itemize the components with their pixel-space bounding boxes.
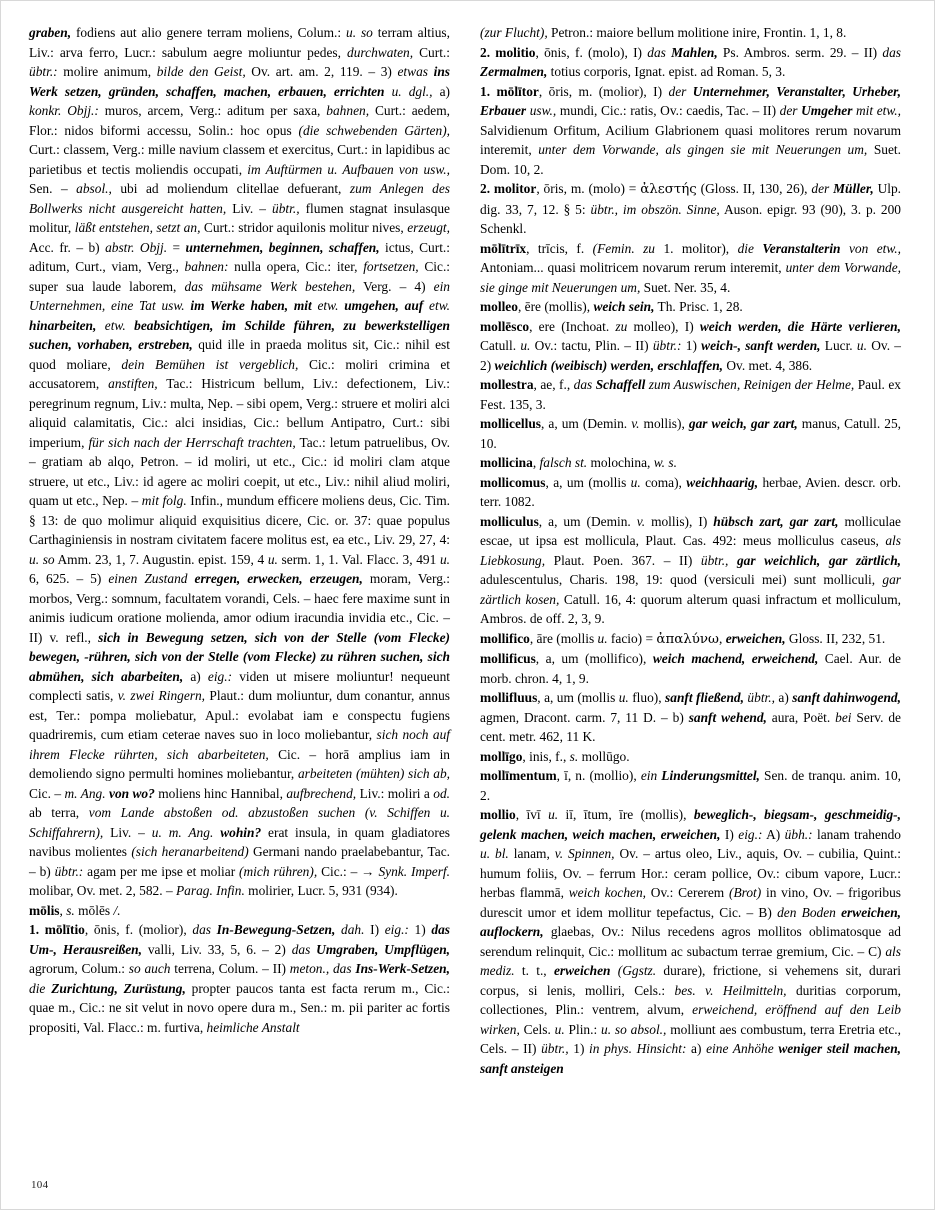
dictionary-entry: mollicellus, a, um (Demin. v. mollis), gar weich, gar zart, manus, Catull. 25, 10. (480, 416, 901, 451)
dictionary-entry: 2. molitio, ōnis, f. (molo), I) das Mahlen, Ps. Ambros. serm. 29. – II) das Zermalmen, totius corporis, Ignat. epist. ad Roman. 5, 3. (480, 44, 902, 79)
dictionary-entry: mollestra, ae, f., das Schaffell zum Auswischen, Reinigen der Helme, Paul. ex Fest. 135, 3. (480, 377, 901, 412)
dictionary-entry: 1. mōlītio, ōnis, f. (molior), das In-Bewegung-Setzen, dah. I) eig.: 1) das Um-, Herausreißen, valli, Liv. 33, 5, 6. – 2) das Umgraben, Umpflügen, agrorum, Colum.: so auch terrena, Colum. – II) meton., das Ins-Werk-Setzen, die Zurichtung, Zurüstung, propter paucos tanta est facta rerum m., Cic.: quae m., Cic.: ne sit velut in novo opere dura m., Sen.: m. pii pariter ac fortis propositi, Val. Flacc.: m. furtiva, heimliche Anstalt (29, 922, 451, 1035)
left-column (29, 23, 450, 1133)
page-number: 104 (31, 1179, 49, 1191)
dictionary-entry: mollicomus, a, um (mollis u. coma), weichhaarig, herbae, Avien. descr. orb. terr. 1082. (480, 474, 901, 509)
dictionary-entry: mollicina, falsch st. molochina, w. s. (480, 455, 677, 470)
dictionary-entry: molliculus, a, um (Demin. v. mollis), I) hübsch zart, gar zart, molliculae escae, ut ipsa est mollicula, Plaut. Cas. 492: meus molliculus caseus, als Liebkosung, Plaut. Poen. 367. – II) übtr., gar weichlich, gar zärtlich, adulescentulus, Charis. 198, 19: quod (versiculi mei) sunt molliculi, gar zärtlich kosen, Catull. 16, 4: quorum alterum quasi infractum et molliculum, Ambros. de off. 2, 3, 9. (480, 513, 901, 626)
dictionary-entry: mollificus, a, um (mollifico), weich machend, erweichend, Cael. Aur. de morb. chron. 4, 1, 9. (480, 651, 901, 686)
page-columns (29, 23, 901, 1133)
dictionary-entry: mollio, īvī u. iī, ītum, īre (mollis), beweglich-, biegsam-, geschmeidig-, gelenk machen, weich machen, erweichen, I) eig.: A) übh.: lanam trahendo u. bl. lanam, v. Spinnen, Ov. – artus oleo, Liv., aquis, Ov. – cubilia, Quint.: humum foliis, Ov. – ferrum Hor.: ceram pollice, Ov.: cibum vapore, Lucr.: herbas flammā, weich kochen, Ov.: Cererem (Brot) in vino, Ov. – frigoribus durescit umor et idem mollitur tepefactus, Cic. – B) den Boden erweichen, auflockern, glaebas, Ov.: Nilus recedens agros mollitos oblimatosque ad serendum relinquit, Cic.: mollitum ac subactum terrae gremium, Cic. – C) als mediz. t. t., erweichen (Ggstz. durare), frictione, si vehemens sit, durari corpus, si lenis, molliri, Cels.: bes. v. Heilmitteln, duritias corporum, collectiones, Plin.: ventrem, alvum, erweichend, eröffnend auf den Leib wirken, Cels. u. Plin.: u. so absol., molliunt aes combustum, terra Eretria etc., Cels. – II) übtr., 1) in phys. Hinsicht: a) eine Anhöhe weniger steil machen, sanft ansteigen (480, 807, 902, 1076)
dictionary-entry: mōlītrīx, trīcis, f. (Femin. zu 1. molitor), die Veranstalterin von etw., Antoniam... quasi molitricem novarum rerum interemit, unter dem Vorwande, sie ginge mit Neuerungen um, Suet. Ner. 35, 4. (480, 240, 901, 295)
dictionary-entry: mollifluus, a, um (mollis u. fluo), sanft fließend, übtr., a) sanft dahinwogend, agmen, Dracont. carm. 7, 11 D. – b) sanft wehend, aura, Poët. bei Serv. de cent. metr. 462, 11 K. (480, 690, 901, 744)
dictionary-entry: graben, fodiens aut alio genere terram moliens, Colum.: u. so terram altius, Liv.: arva ferro, Lucr.: sabulum aegre moliuntur pedes, durchwaten, Curt.: übtr.: molire animum, bilde den Geist, Ov. art. am. 2, 119. – 3) etwas ins Werk setzen, gründen, schaffen, machen, erbauen, errichten u. dgl., a) konkr. Objj.: muros, arcem, Verg.: aditum per saxa, bahnen, Curt.: aedem, Flor.: nidos biformi accessu, Solin.: hoc opus (die schwebenden Gärten), Curt.: classem, Verg.: mille navium classem et exercitus, Curt.: in lapidibus ac parietibus et tectis moliendis occupati, im Auftürmen u. Aufbauen von usw., Sen. – absol., ubi ad moliendum clitellae defuerant, zum Anlegen des Bollwerks nicht ausgereicht hatten, Liv. – übtr., flumen stagnat insulasque molitur, läßt entstehen, setzt an, Curt.: stridor aquilonis molitur nives, erzeugt, Acc. fr. – b) abstr. Objj. = unternehmen, beginnen, schaffen, ictus, Curt.: aditum, Curt., viam, Verg., bahnen: nulla opera, Cic.: iter, fortsetzen, Cic.: super sua laude laborem, das mühsame Werk bestehen, Verg. – 4) ein Unternehmen, eine Tat usw. im Werke haben, mit etw. umgehen, auf etw. hinarbeiten, etw. beabsichtigen, im Schilde führen, zu bewerkstelligen suchen, vorhaben, erstreben, quid ille in praeda molitus sit, Cic.: nihil est quod moliare, dein Bemühen ist vergeblich, Cic.: moliri crimina et accusatorem, anstiften, Tac.: Histricum bellum, Liv.: defectionem, Liv.: peregrinum regnum, Liv.: multa, Nep. – sibi opem, Verg.: struere et moliri alci aliquid calamitatis, Cic.: alci insidias, Cic.: bellum Antipatro, Curt.: sibi imperium, für sich nach der Herrschaft trachten, Tac.: letum patruelibus, Ov. – gratiam ab alqo, Petron. – id moliri, ut etc., Cic.: id moliri clam atque struere, ut etc., Liv.: id agere ac moliri coepit, ut etc., Liv.: nihil aliud moliri, quam ut etc., Nep. – mit folg. Infin., mundum efficere moliens deus, Cic. Tim. § 13: de quo molimur aliquid exquisitius dicere, Cic. or. 37: quae populus Carthaginiensis in nostram civitatem facere molitus est, ea etc., Liv. 29, 27, 4: u. so Amm. 23, 1, 7. Augustin. epist. 159, 4 u. serm. 1, 1. Val. Flacc. 3, 491 u. 6, 625. – 5) einen Zustand erregen, erwecken, erzeugen, moram, Verg.: morbos, Verg.: somnum, facultatem vorandi, Cels. – haec fere maxime sunt in animis iudicum oratione molienda, amor odium iracundia invidia etc., Cic. – II) v. refl., sich in Bewegung setzen, sich von der Stelle (vom Flecke) bewegen, -rühren, sich von der Stelle (vom Flecke) zu rühren suchen, sich abmühen, sich abarbeiten, a) eig.: viden ut misere moliuntur! nequeunt complecti satis, v. zwei Ringern, Plaut.: dum moliuntur, dum conantur, annus est, Ter.: pompa moliebatur, Apul.: evolabat iam e conspectu fugiens quadriremis, cum etiam ceterae naves suo in loco moliebantur, sich noch auf ihrem Flecke rührten, sich abarbeiteten, Cic. – horā amplius iam in demoliendo signo permulti homines moliebantur, arbeiteten (mühten) sich ab, Cic. – m. Ang. von wo? moliens hinc Hannibal, aufbrechend, Liv.: moliri a od. ab terra, vom Lande abstoßen od. abzustoßen suchen (v. Schiffen u. Schiffahrern), Liv. – u. m. Ang. wohin? erat insula, in quam gladiatores navibus molientes (sich heranarbeitend) Germani nando praelabebantur, Tac. – b) übtr.: agam per me ipse et moliar (mich rühren), Cic.: – → Synk. Imperf. molibar, Ov. met. 2, 582. – Parag. Infin. molirier, Lucr. 5, 931 (934). (29, 25, 451, 898)
dictionary-entry: mollifico, āre (mollis u. facio) = ἀπαλύνω, erweichen, Gloss. II, 232, 51. (480, 630, 886, 647)
dictionary-entry: mollīgo, inis, f., s. mollūgo. (480, 748, 630, 764)
dictionary-entry: mollīmentum, ī, n. (mollio), ein Linderungsmittel, Sen. de tranqu. anim. 10, 2. (480, 768, 901, 803)
dictionary-entry: 1. mōlītor, ōris, m. (molior), I) der Unternehmer, Veranstalter, Urheber, Erbauer usw., mundi, Cic.: ratis, Ov.: caedis, Tac. – II) der Umgeher mit etw., Salvidienum Orfitum, Acilium Glabrionem quasi molitores rerum novarum interemit, unter dem Vorwande, als gingen sie mit Neuerungen um, Suet. Dom. 10, 2. (480, 83, 901, 177)
right-column (480, 23, 901, 1133)
dictionary-entry: molleo, ēre (mollis), weich sein, Th. Prisc. 1, 28. (480, 299, 743, 314)
dictionary-entry: (zur Flucht), Petron.: maiore bellum molitione inire, Frontin. 1, 1, 8. (480, 25, 847, 40)
dictionary-entry: 2. molitor, ōris, m. (molo) = ἀλεστής (Gloss. II, 130, 26), der Müller, Ulp. dig. 33, 7, 12. § 5: übtr., im obszön. Sinne, Auson. epigr. 93 (90), 3. p. 200 Schenkl. (480, 181, 901, 236)
dictionary-entry: mollēsco, ere (Inchoat. zu molleo), I) weich werden, die Härte verlieren, Catull. u. Ov.: tactu, Plin. – II) übtr.: 1) weich-, sanft werden, Lucr. u. Ov. – 2) weichlich (weibisch) werden, erschlaffen, Ov. met. 4, 386. (480, 318, 901, 373)
dictionary-entry: mōlis, s. mōlēs /. (29, 902, 121, 918)
